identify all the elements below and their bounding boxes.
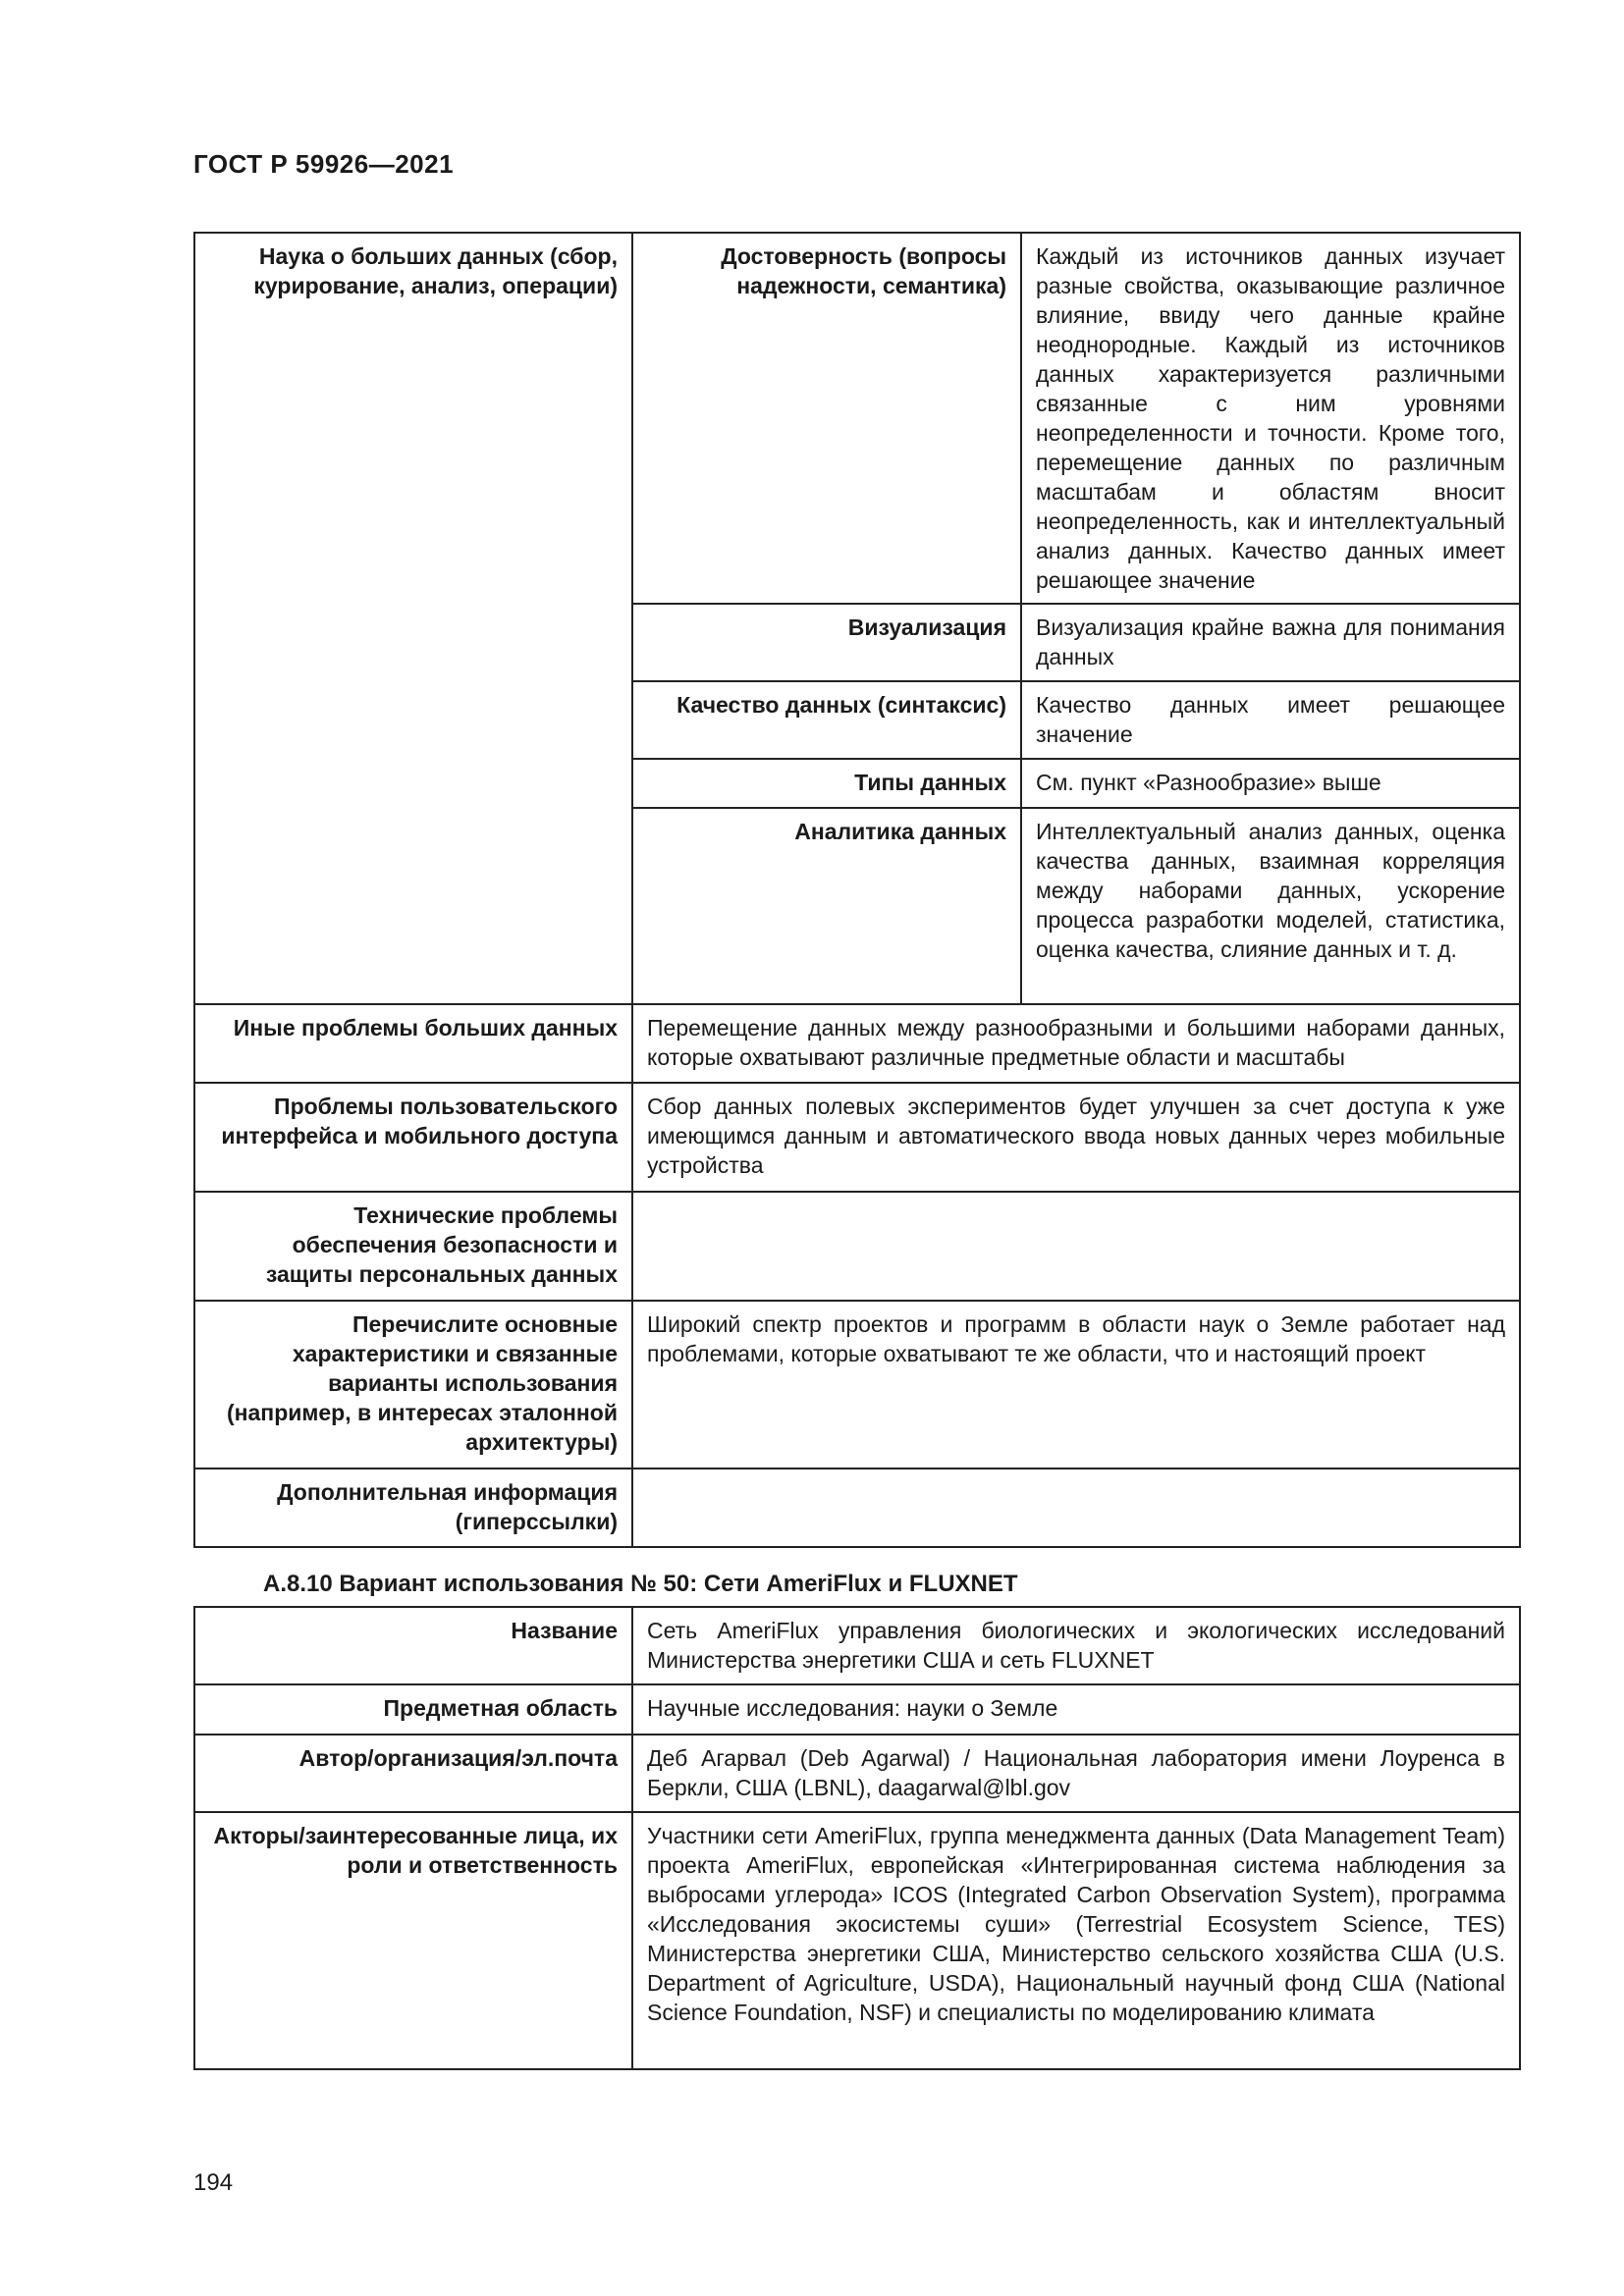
table-row (194, 1607, 1520, 1684)
table-row (194, 1684, 1520, 1735)
table-row (194, 1735, 1520, 1812)
row-value-actors: Участники сети AmeriFlux, группа менеджмента данных (Data Management Team) проекта AmeriFlux, европейская «Интегрированная система наблюдения за выбросами углерода» ICOS (Integrated Carbon Observation System), программа «Исследования экосистемы суши» (Terrestrial Ecosystem Science, TES) Министерства энергетики США, Министерство сельского хозяйства США (U.S. Department of Agriculture, USDA), Национальный научный фонд США (National Science Foundation, NSF) и специалисты по моделированию климата (632, 1812, 1520, 2069)
row-value-additional-info (632, 1468, 1520, 1547)
document-header-title: ГОСТ Р 59926—2021 (193, 149, 455, 179)
table-row (194, 1083, 1520, 1192)
table-row (194, 1812, 1520, 2069)
table-row (194, 1468, 1520, 1547)
table-row (194, 1301, 1520, 1468)
row-value-subject-area: Научные исследования: науки о Земле (632, 1684, 1520, 1735)
row-value-characteristics: Широкий спектр проектов и программ в области наук о Земле работает над проблемами, которые охватывают те же области, что и настоящий проект (632, 1301, 1520, 1468)
row-value-name: Сеть AmeriFlux управления биологических и экологических исследований Министерства энергетики США и сеть FLUXNET (632, 1607, 1520, 1684)
table-row (194, 1004, 1520, 1083)
row-label-additional-info: Дополнительная информация (гиперссылки) (194, 1468, 632, 1547)
row-value-other-problems: Перемещение данных между разнообразными и большими наборами данных, которые охватывают различные предметные области и масштабы (632, 1004, 1520, 1083)
row-label-data-quality: Качество данных (синтаксис) (632, 681, 1021, 759)
row-label-author: Автор/организация/эл.почта (194, 1735, 632, 1812)
row-label-data-analytics: Аналитика данных (632, 808, 1021, 1004)
row-label-actors: Акторы/заинтересованные лица, их роли и ответственность (194, 1812, 632, 2069)
row-value-security (632, 1192, 1520, 1301)
row-value-author: Деб Агарвал (Deb Agarwal) / Национальная лаборатория имени Лоуренса в Беркли, США (LBNL), daagarwal@lbl.gov (632, 1735, 1520, 1812)
row-value-ui-mobile: Сбор данных полевых экспериментов будет улучшен за счет доступа к уже имеющимся данным и автоматического ввода новых данных через мобильные устройства (632, 1083, 1520, 1192)
row-value-veracity: Каждый из источников данных изучает разные свойства, оказывающие различное влияние, ввиду чего данные крайне неоднородные. Каждый из источников данных характеризуется различными связанные с ним уровнями неопределенности и точности. Кроме того, перемещение данных по различным масштабам и областям вносит неопределенность, как и интеллектуальный анализ данных. Качество данных имеет решающее значение (1021, 233, 1520, 604)
row-label-ui-mobile: Проблемы пользовательского интерфейса и мобильного доступа (194, 1083, 632, 1192)
row-value-data-types: См. пункт «Разнообразие» выше (1021, 759, 1520, 808)
row-label-big-data-science: Наука о больших данных (сбор, курирование, анализ, операции) (194, 233, 632, 1004)
row-label-other-problems: Иные проблемы больших данных (194, 1004, 632, 1083)
row-value-visualization: Визуализация крайне важна для понимания данных (1021, 604, 1520, 681)
use-case-continuation-table (193, 232, 1521, 1548)
row-label-visualization: Визуализация (632, 604, 1021, 681)
row-label-characteristics: Перечислите основные характеристики и связанные варианты использования (например, в интересах эталонной архитектуры) (194, 1301, 632, 1468)
row-label-security: Технические проблемы обеспечения безопасности и защиты персональных данных (194, 1192, 632, 1301)
row-value-data-quality: Качество данных имеет решающее значение (1021, 681, 1520, 759)
row-label-subject-area: Предметная область (194, 1684, 632, 1735)
table-row (194, 1192, 1520, 1301)
row-value-data-analytics: Интеллектуальный анализ данных, оценка качества данных, взаимная корреляция между наборами данных, ускорение процесса разработки моделей, статистика, оценка качества, слияние данных и т. д. (1021, 808, 1520, 1004)
section-heading: А.8.10 Вариант использования № 50: Сети AmeriFlux и FLUXNET (263, 1571, 1018, 1597)
row-label-data-types: Типы данных (632, 759, 1021, 808)
row-label-name: Название (194, 1607, 632, 1684)
row-label-veracity: Достоверность (вопросы надежности, семантика) (632, 233, 1021, 604)
table-row (194, 233, 1520, 604)
use-case-50-table (193, 1606, 1521, 2070)
page-number: 194 (193, 2169, 234, 2196)
